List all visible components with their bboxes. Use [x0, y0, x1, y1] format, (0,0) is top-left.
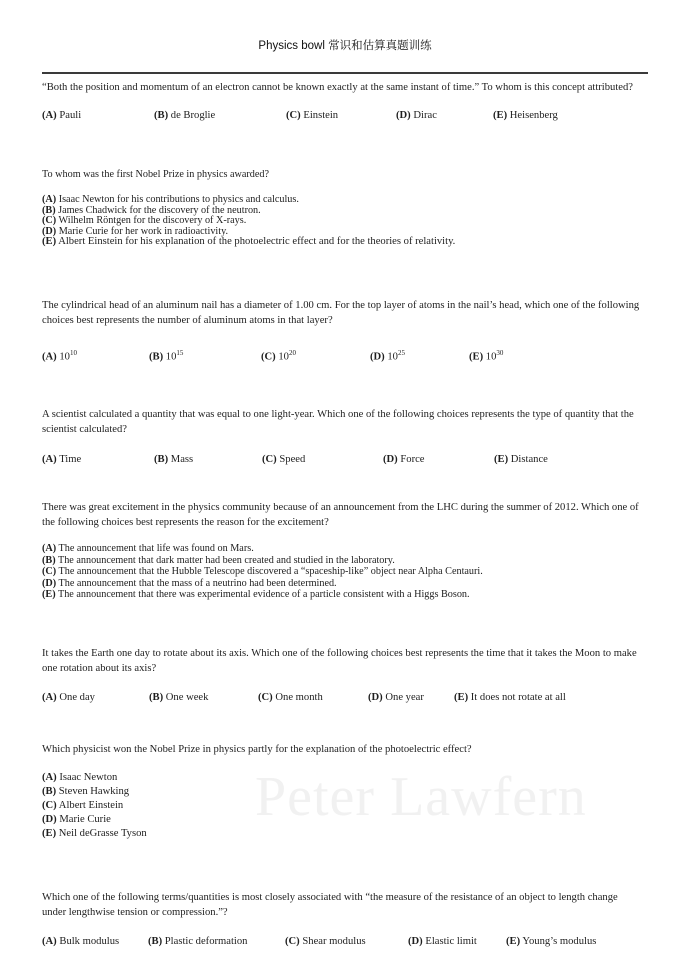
question-2 [42, 167, 642, 248]
option-text: The announcement that dark matter had been created and studied in the laboratory. [57, 554, 395, 566]
option-label: (D) [396, 110, 411, 121]
option-text: Force [400, 454, 425, 465]
option-d[interactable] [408, 934, 477, 949]
option-label: (B) [154, 454, 169, 465]
option-a[interactable] [42, 934, 119, 949]
option-label: (E) [506, 936, 521, 947]
option-a[interactable] [42, 690, 95, 705]
option-label: (D) [383, 454, 398, 465]
option-text: Marie Curie for her work in radioactivity. [58, 225, 229, 237]
option-text: Shear modulus [302, 936, 366, 947]
option-b[interactable] [42, 785, 642, 799]
question-text: “Both the position and momentum of an electron cannot be known exactly at the same instant of time.” To whom is this concept attributed? [42, 82, 633, 93]
option-label: (D) [368, 692, 383, 703]
question-1 [42, 80, 642, 124]
option-e[interactable] [469, 346, 503, 365]
option-label: (C) [258, 692, 273, 703]
option-text: Elastic limit [425, 936, 477, 947]
option-text: Wilhelm Röntgen for the discovery of X-rays. [58, 215, 247, 226]
option-label: (C) [42, 215, 57, 226]
option-b[interactable] [154, 452, 193, 467]
option-label: (C) [285, 936, 300, 947]
option-text: One year [385, 692, 424, 703]
option-base: 10 [165, 351, 177, 363]
question-5 [42, 500, 642, 601]
question-7 [42, 742, 642, 841]
question-text: The cylindrical head of an aluminum nail has a diameter of 1.00 cm. For the top layer of atoms in the nail’s head, which one of the following choices best represents the number of aluminum atoms in that layer? [42, 300, 640, 326]
option-row [42, 690, 642, 706]
option-text: Neil deGrasse Tyson [58, 828, 147, 839]
option-text: Distance [510, 454, 548, 465]
option-label: (B) [42, 204, 56, 216]
option-d[interactable] [42, 813, 642, 827]
option-c[interactable] [286, 108, 338, 123]
option-label: (A) [42, 772, 57, 783]
option-e[interactable] [42, 827, 642, 841]
option-c[interactable] [258, 690, 323, 705]
option-label: (A) [42, 194, 57, 205]
option-base: 10 [485, 351, 497, 363]
option-label: (C) [286, 110, 301, 121]
option-label: (D) [370, 351, 385, 363]
option-list [42, 543, 642, 601]
option-text: Heisenberg [509, 110, 558, 121]
option-text: Albert Einstein [58, 800, 124, 811]
option-exponent: 20 [288, 349, 296, 357]
option-text: One month [275, 692, 323, 703]
option-text: Albert Einstein for his explanation of the photoelectric effect and for the theories of relativity. [58, 236, 456, 247]
option-text: The announcement that there was experimental evidence of a particle consistent with a Higgs Boson. [57, 589, 470, 600]
option-label: (D) [42, 225, 57, 237]
option-text: Plastic deformation [164, 936, 248, 947]
option-c[interactable] [262, 452, 305, 467]
option-text: One day [59, 692, 95, 703]
option-label: (C) [262, 454, 277, 465]
option-label: (B) [148, 936, 163, 947]
option-e[interactable] [42, 237, 642, 248]
question-text: A scientist calculated a quantity that was equal to one light-year. Which one of the following choices represents the type of quantity that the scientist calculated? [42, 409, 634, 435]
option-text: Isaac Newton [59, 772, 118, 783]
question-text: Which one of the following terms/quantities is most closely associated with “the measure of the resistance of an object to length change under lengthwise tension or compression.”? [42, 892, 618, 918]
option-a[interactable] [42, 771, 642, 785]
option-d[interactable] [383, 452, 425, 467]
option-label: (B) [42, 786, 57, 797]
option-text: Steven Hawking [58, 786, 130, 797]
option-text: It does not rotate at all [470, 692, 566, 703]
option-text: The announcement that the mass of a neutrino had been determined. [58, 577, 337, 589]
option-base: 10 [278, 351, 289, 363]
option-label: (A) [42, 454, 57, 465]
option-row [42, 346, 642, 362]
option-text: Einstein [303, 110, 339, 121]
option-text: Pauli [59, 110, 82, 121]
option-b[interactable] [42, 555, 642, 567]
option-label: (B) [42, 554, 56, 566]
question-text: It takes the Earth one day to rotate about its axis. Which one of the following choices best represents the time that it takes the Moon to make one rotation about its axis? [42, 648, 637, 674]
option-base: 10 [59, 351, 70, 363]
option-label: (D) [42, 814, 57, 825]
option-row [42, 452, 642, 468]
option-exponent: 15 [176, 349, 184, 357]
option-exponent: 25 [397, 349, 405, 357]
option-text: The announcement that the Hubble Telescope discovered a “spaceship-like” object near Alpha Centauri. [58, 566, 483, 577]
option-text: Dirac [413, 110, 437, 121]
option-label: (E) [494, 454, 509, 465]
option-e[interactable] [506, 934, 596, 949]
option-c[interactable] [42, 566, 642, 578]
option-text: de Broglie [170, 110, 216, 121]
option-text: The announcement that life was found on Mars. [58, 543, 254, 554]
page-header: Physics bowl 常识和估算真题训练 [258, 40, 432, 52]
option-a[interactable] [42, 543, 642, 555]
option-label: (B) [154, 110, 169, 121]
option-b[interactable] [154, 108, 215, 123]
option-label: (A) [42, 543, 57, 554]
option-label: (B) [149, 351, 164, 363]
option-d[interactable] [396, 108, 437, 123]
option-c[interactable] [42, 799, 642, 813]
option-d[interactable] [368, 690, 424, 705]
option-label: (E) [42, 236, 57, 247]
option-label: (E) [469, 351, 484, 363]
option-base: 10 [387, 351, 398, 363]
question-3 [42, 298, 642, 362]
option-text: Isaac Newton for his contributions to physics and calculus. [58, 194, 299, 205]
option-exponent: 30 [496, 349, 504, 357]
option-c[interactable] [285, 934, 366, 949]
option-label: (C) [42, 800, 57, 811]
option-label: (B) [149, 692, 164, 703]
option-e[interactable] [493, 108, 558, 123]
option-text: Mass [170, 454, 194, 465]
option-row [42, 108, 642, 124]
option-label: (D) [42, 577, 57, 589]
option-a[interactable] [42, 108, 81, 123]
option-label: (A) [42, 936, 57, 947]
option-label: (C) [42, 566, 57, 577]
option-a[interactable] [42, 346, 77, 365]
question-4 [42, 407, 642, 468]
option-label: (E) [42, 828, 57, 839]
question-8 [42, 890, 642, 950]
header-rule [42, 72, 648, 74]
question-text: To whom was the first Nobel Prize in physics awarded? [42, 169, 270, 180]
option-d[interactable] [42, 578, 642, 590]
option-list [42, 195, 642, 248]
option-d[interactable] [370, 346, 405, 365]
option-e[interactable] [454, 690, 566, 705]
option-e[interactable] [494, 452, 548, 467]
option-label: (E) [42, 589, 56, 600]
option-row [42, 934, 642, 950]
option-label: (C) [261, 351, 276, 363]
option-exponent: 10 [69, 349, 77, 357]
option-b[interactable] [149, 346, 183, 365]
option-label: (E) [493, 110, 508, 121]
option-text: Young’s modulus [522, 936, 597, 947]
option-label: (A) [42, 110, 57, 121]
option-label: (D) [408, 936, 423, 947]
option-list [42, 771, 642, 841]
option-text: Time [59, 454, 82, 465]
option-c[interactable] [261, 346, 296, 365]
option-a[interactable] [42, 452, 81, 467]
option-text: James Chadwick for the discovery of the neutron. [58, 204, 261, 216]
option-label: (E) [454, 692, 469, 703]
question-text: There was great excitement in the physics community because of an announcement from the LHC during the summer of 2012. Which one of the following choices best represents the reason for the excitement? [42, 502, 639, 528]
option-text: Marie Curie [59, 814, 111, 825]
option-text: Bulk modulus [59, 936, 120, 947]
option-b[interactable] [149, 690, 208, 705]
option-b[interactable] [148, 934, 247, 949]
question-text: Which physicist won the Nobel Prize in physics partly for the explanation of the photoelectric effect? [42, 744, 472, 755]
option-text: One week [165, 692, 209, 703]
watermark: Peter Lawfern [255, 766, 587, 828]
question-6 [42, 646, 642, 706]
option-text: Speed [279, 454, 306, 465]
option-label: (A) [42, 351, 57, 363]
option-e[interactable] [42, 589, 642, 601]
option-label: (A) [42, 692, 57, 703]
